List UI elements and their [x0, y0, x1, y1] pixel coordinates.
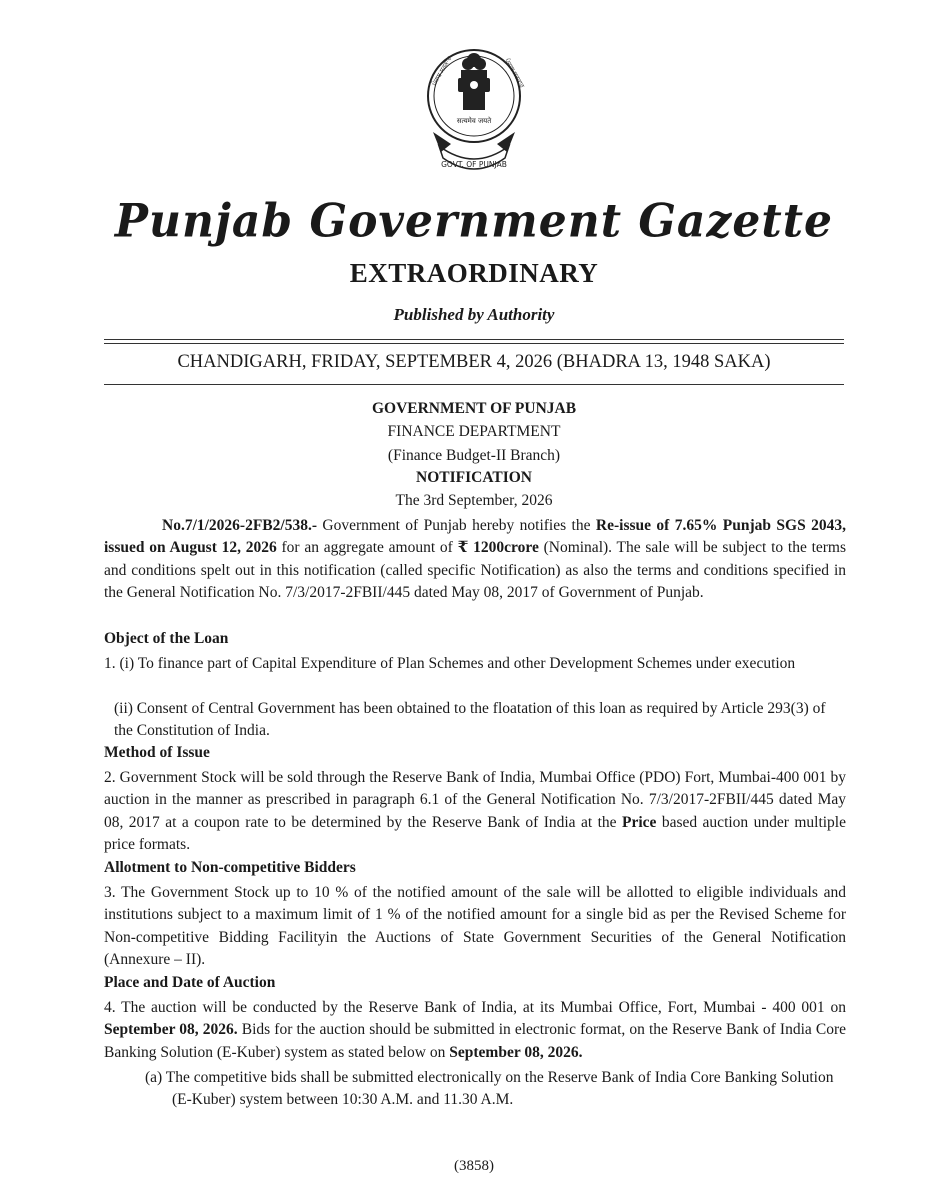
svg-text:ਪੰਜਾਬ ਸਰਕਾਰ: ਪੰਜਾਬ ਸਰਕਾਰ: [503, 57, 526, 90]
svg-text:ਪੰਜਾਬ ਸਰਕਾਰ: ਪੰਜਾਬ ਸਰਕਾਰ: [430, 55, 453, 87]
allotment-heading: Allotment to Non-competitive Bidders: [104, 859, 356, 876]
notification-date: The 3rd September, 2026: [395, 492, 553, 509]
state-emblem-seal: [421, 12, 527, 202]
method-paragraph: 2. Government Stock will be sold through the Reserve Bank of India, Mumbai Office (PDO) Fort, Mumbai-400 001 by auction in the manner as prescribed in paragraph 6.1 of the General Notification No. 7/3/2017-2FBII/445 dated May 08, 2017 at a coupon rate to be determined by the Reserve Bank of India at the Price based auction under multiple price formats.: [104, 769, 846, 853]
published-by-authority: Published by Authority: [393, 305, 555, 324]
top-rule-2: [104, 343, 844, 344]
dateline: CHANDIGARH, FRIDAY, SEPTEMBER 4, 2026 (BHADRA 13, 1948 SAKA): [177, 352, 771, 372]
bottom-rule: [104, 384, 844, 385]
branch-name: (Finance Budget-II Branch): [387, 447, 561, 464]
intro-paragraph: No.7/1/2026-2FB2/538.- Government of Punjab hereby notifies the Re-issue of 7.65% Punjab SGS 2043, issued on August 12, 2026 for an aggregate amount of ₹ 1200crore (Nominal). The sale will be subject to the terms and conditions spelt out in this notification (called specific Notification) as also the terms and conditions specified in the General Notification No. 7/3/2017-2FBII/445 dated May 08, 2017 of Government of Punjab.: [104, 517, 847, 601]
gazette-subtitle: EXTRAORDINARY: [349, 258, 599, 288]
government-name: GOVERNMENT OF PUNJAB: [371, 400, 577, 417]
svg-text:सत्यमेव जयते: सत्यमेव जयते: [456, 117, 492, 125]
gazette-title: Punjab Government Gazette: [114, 194, 834, 249]
object-heading: Object of the Loan: [104, 630, 229, 647]
department-name: FINANCE DEPARTMENT: [387, 423, 561, 440]
notification-number: No.7/1/2026-2FB2/538.-: [162, 517, 317, 534]
svg-text:GOVT. OF PUNJAB: GOVT. OF PUNJAB: [441, 160, 507, 169]
object-item-1: 1. (i) To finance part of Capital Expenditure of Plan Schemes and other Development Schemes under execution: [104, 655, 796, 672]
page-number: (3858): [454, 1158, 494, 1174]
place-paragraph: 4. The auction will be conducted by the Reserve Bank of India, at its Mumbai Office, Fort, Mumbai - 400 001 on September 08, 2026. Bids for the auction should be submitted in electronic format, on the Reserve Bank of India Core Banking Solution (E-Kuber) system as stated below on September 08, 2026.: [104, 999, 846, 1061]
top-rule-1: [104, 339, 844, 340]
place-heading: Place and Date of Auction: [104, 974, 276, 991]
notification-heading: NOTIFICATION: [416, 469, 532, 486]
method-heading: Method of Issue: [104, 744, 210, 761]
object-item-2: (ii) Consent of Central Government has been obtained to the floatation of this loan as required by Article 293(3) of the Constitution of India.: [114, 700, 826, 740]
allotment-paragraph: 3. The Government Stock up to 10 % of the notified amount of the sale will be allotted to eligible individuals and institutions subject to a maximum limit of 1 % of the notified amount for a single bid as per the Revised Scheme for Non-competitive Bidding Facilityin the Auctions of State Government Securities of the General Notification (Annexure – II).: [104, 884, 846, 968]
place-item-a: (a) The competitive bids shall be submitted electronically on the Reserve Bank of India Core Banking Solution (E-Kuber) system between 10:30 A.M. and 11.30 A.M.: [145, 1069, 834, 1109]
